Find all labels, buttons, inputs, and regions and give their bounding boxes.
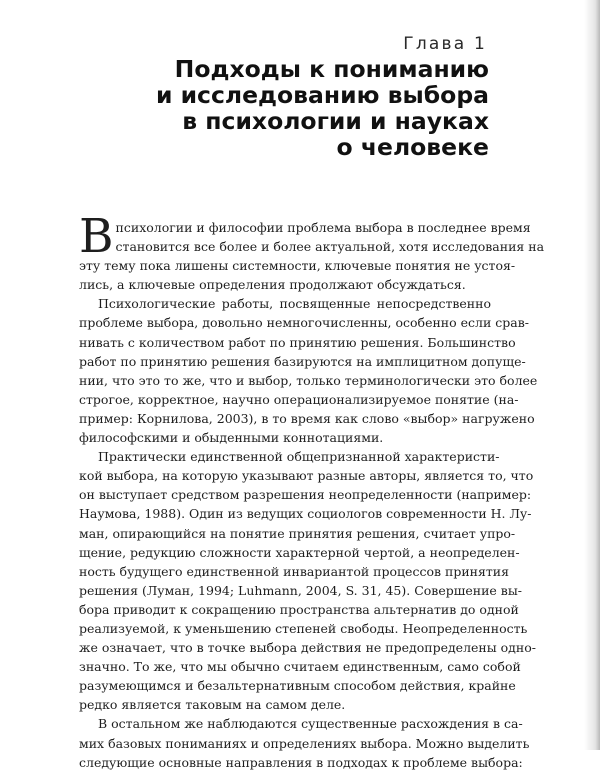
text-line: следующие основные направления в подходах к проблеме выбора:: [79, 754, 523, 770]
chapter-title: [156, 56, 489, 160]
text-line: Практически единственной общепризнанной характеристи-: [98, 449, 500, 465]
chapter-title-line: о человеке: [336, 133, 489, 161]
paragraph-2: [79, 294, 538, 447]
drop-cap: В: [79, 209, 114, 264]
text-line: работ по принятию решения базируются на имплицитном допуще-: [79, 353, 526, 369]
text-line: нивать с количеством работ по принятию решения. Большинство: [79, 334, 516, 350]
text-line: реализуемой, к уменьшению степеней свободы. Неопределенность: [79, 620, 528, 636]
text-line: проблеме выбора, довольно немногочисленны, особенно если срав-: [79, 315, 529, 331]
body-text: [79, 209, 545, 772]
text-line: же означает, что в точке выбора действия не предопределены одно-: [79, 640, 536, 656]
paragraph-4: [79, 714, 530, 771]
text-line: решения (Луман, 1994; Luhmann, 2004, S. 31, 45). Совершение вы-: [79, 582, 522, 598]
page-edge-shadow: [584, 0, 600, 750]
text-line: щение, редукцию сложности характерной чертой, а неопределен-: [79, 544, 520, 560]
text-line: пример: Корнилова, 2003), в то время как слово «выбор» нагружено: [79, 410, 535, 426]
text-line: ность будущего единственной инвариантой процессов принятия: [79, 563, 510, 579]
text-line: значно. То же, что мы обычно считаем единственным, само собой: [79, 659, 521, 675]
chapter-label: Глава 1: [403, 34, 487, 54]
text-line: философскими и обыденными коннотациями.: [79, 430, 384, 446]
text-line: становится все более и более актуальной, хотя исследования на: [115, 239, 545, 255]
text-line: ман, опирающийся на понятие принятия решения, считает упро-: [79, 525, 516, 541]
text-line: Психологические работы, посвященные непосредственно: [98, 296, 491, 312]
text-line: он выступает средством разрешения неопределенности (например:: [79, 487, 532, 503]
chapter-title-line: Подходы к пониманию: [174, 55, 489, 83]
text-line: кой выбора, на которую указывают разные авторы, является то, что: [79, 468, 534, 484]
text-line: разумеющимся и безальтернативным способом действия, крайне: [79, 678, 516, 694]
paragraph-3: [79, 447, 536, 714]
text-line: лись, а ключевые определения продолжают обсуждаться.: [79, 277, 466, 293]
text-line: Наумова, 1988). Один из ведущих социологов современности Н. Лу-: [79, 506, 532, 522]
text-line: строгое, корректное, научно операционализируемое понятие (на-: [79, 391, 519, 407]
text-line: мих базовых пониманиях и определениях выбора. Можно выделить: [79, 735, 530, 751]
text-line: психологии и философии проблема выбора в последнее время: [115, 220, 531, 235]
text-line: В остальном же наблюдаются существенные расхождения в са-: [98, 716, 523, 732]
text-line: редко является таковым на самом деле.: [79, 697, 346, 713]
chapter-title-line: в психологии и науках: [182, 107, 489, 135]
text-line: бора приводит к сокращению пространства альтернатив до одной: [79, 601, 519, 617]
text-line: нии, что это то же, что и выбор, только терминологически это более: [79, 372, 538, 388]
text-line: эту тему пока лишены системности, ключевые понятия не устоя-: [79, 258, 516, 274]
chapter-title-line: и исследованию выбора: [155, 81, 489, 109]
paragraph-1: [79, 209, 545, 294]
